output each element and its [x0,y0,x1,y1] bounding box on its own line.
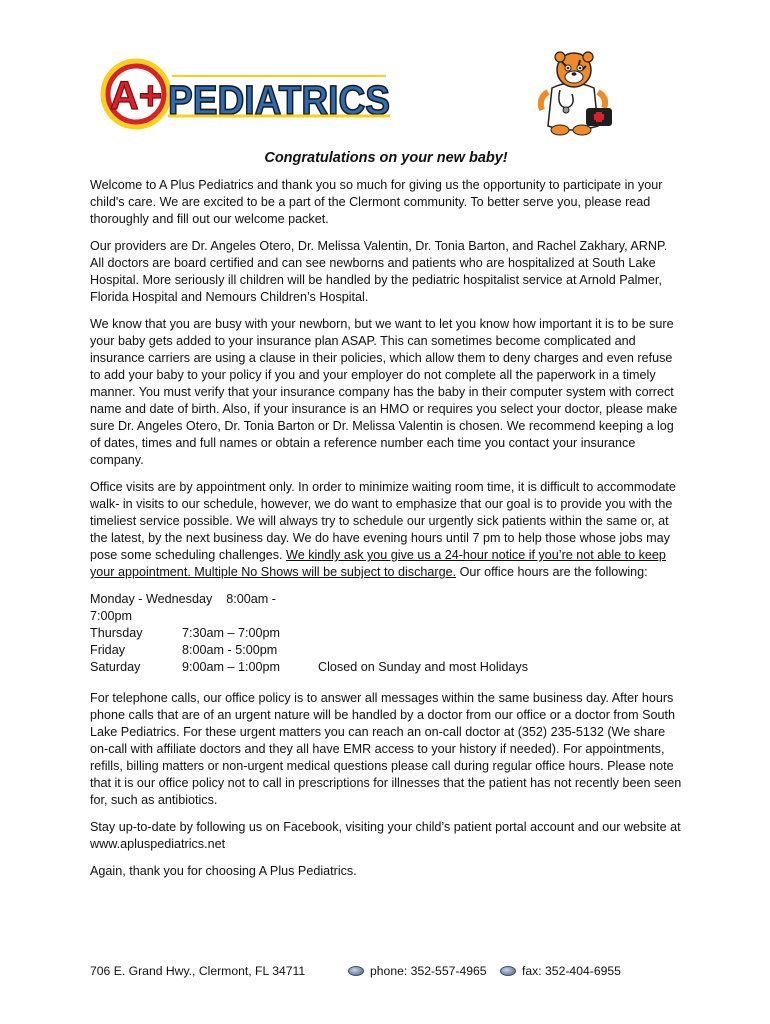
office-visits-text: Office visits are by appointment only. In order to minimize waiting room time, it is difficult to accommodate walk- in visits to our schedule, however, we do want to emphasize that our goal is to provide you with the timeliest service possible. We will always try to schedule our urgently sick patients within the same or, at the latest, by the next business day. We do have evening hours until 7 pm to help those whose jobs may pose some scheduling challenges. [90,480,676,562]
footer-fax: fax: 352-404-6955 [522,964,621,978]
stay-updated-paragraph: Stay up-to-date by following us on Facebook, visiting your child’s patient portal account and our website at www.apluspediatrics.net [90,820,681,851]
office-visits-paragraph [90,479,682,581]
hours-time: 9:00am – 1:00pm [182,660,281,674]
thank-you-paragraph: Again, thank you for choosing A Plus Pediatrics. [90,864,357,878]
hours-row-cell [90,591,318,625]
hours-day: Saturday [90,660,141,674]
hours-row [90,625,528,642]
letter-title: Congratulations on your new baby! [264,150,508,166]
footer-address: 706 E. Grand Hwy., Clermont, FL 34711 [90,964,306,978]
welcome-paragraph: Welcome to A Plus Pediatrics and thank you so much for giving us the opportunity to participate in your child's care. We are excited to be a part of the Clermont community. To better serve you, please read thoroughly and fill out our welcome packet. [90,178,663,226]
a-plus-pediatrics-logo [100,54,400,138]
hours-note-empty [318,625,528,642]
logo [100,54,400,138]
office-hours-intro: Our office hours are the following: [456,565,648,579]
hours-row [90,642,528,659]
insurance-paragraph: We know that you are busy with your newborn, but we want to let you know how important it is to be sure your baby gets added to your insurance plan ASAP. This can sometimes become complicated and insurance carriers are using a clause in their policies, which allow them to deny charges and even refuse to add your baby to your policy if you and your employer do not complete all the paperwork in a timely manner. You must verify that your insurance company has the baby in their computer system with correct name and date of birth. Also, if your insurance is an HMO or requires you select your doctor, please make sure Dr. Angeles Otero, Dr. Tonia Barton or Dr. Melissa Valentin is chosen. We recommend keeping a log of dates, times and full names or obtain a reference number each time you contact your insurance company. [90,317,678,467]
hours-note-empty [318,642,528,659]
hours-note-empty [318,591,528,625]
phone-bullet-icon [348,966,364,976]
hours-note: Closed on Sunday and most Holidays [318,660,529,674]
providers-paragraph: Our providers are Dr. Angeles Otero, Dr. Melissa Valentin, Dr. Tonia Barton, and Rachel Zakhary, ARNP. All doctors are board certified and can see newborns and patients who are hospitalized at South Lake Hospital. More seriously ill children will be handled by the pediatric hospitalist service at Arnold Palmer, Florida Hospital and Nemours Children’s Hospital. [90,239,668,304]
hours-row [90,591,528,625]
hours-time: 8:00am - 5:00pm [182,643,278,657]
letter-footer [90,962,690,980]
fax-bullet-icon [500,966,516,976]
office-hours-table [90,591,528,676]
hours-time: 8:00am - 7:00pm [90,592,276,623]
hours-time: 7:30am – 7:00pm [182,626,281,640]
tiger-doctor-mascot-icon [522,48,622,138]
hours-row [90,659,528,676]
letter-body [90,150,682,890]
hours-day: Thursday [90,626,143,640]
telephone-policy-paragraph: For telephone calls, our office policy is to answer all messages within the same business day. After hours phone calls that are of an urgent nature will be handled by a doctor from our office or a doctor from South Lake Pediatrics. For these urgent matters you can reach an on-call doctor at (352) 235-5132 (We share on-call with affiliate doctors and they all have EMR access to your history if needed). For appointments, refills, billing matters or non-urgent medical questions please call during regular office hours. Please note that it is our office policy not to call in prescriptions for illnesses that the patient has not recently been seen for, such as antibiotics. [90,691,682,807]
footer-phone: phone: 352-557-4965 [370,964,487,978]
logo-wordmark: PEDIATRICS [168,77,390,123]
logo-badge-text: A+ [109,74,163,118]
no-show-policy: We kindly ask you give us a 24-hour notice if you’re not able to keep your appointment. Multiple No Shows will be subject to discharge. [90,548,666,579]
hours-day: Friday [90,643,125,657]
hours-day: Monday - Wednesday [90,592,213,606]
